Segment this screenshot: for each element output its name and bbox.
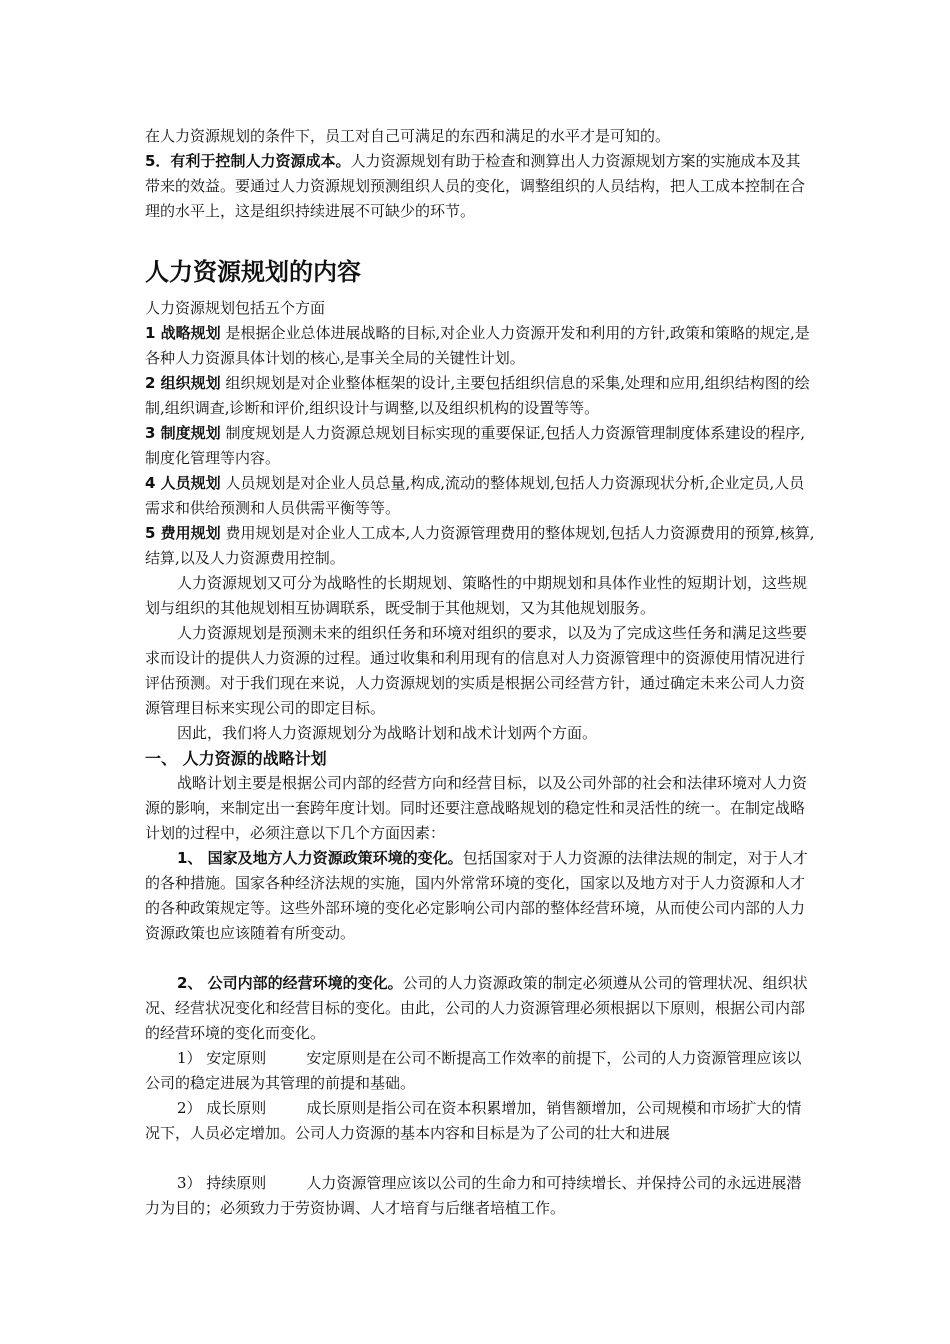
- principle-text: 人力资源管理应该以公司的生命力和可持续增长、并保持公司的永远进展潜力为目的；必须致力于劳资协调、人才培育与后继者培植工作。: [145, 1174, 802, 1217]
- item-lead: 4 人员规划: [145, 474, 221, 492]
- item-text: 人力资源规划有助于检查和测算出人力资源规划方案的实施成本及其带来的效益。要通过人力资源规划预测组织人员的变化，调整组织的人员结构，把人工成本控制在合理的水平上，这是组织持续进展不可缺少的环节。: [145, 152, 806, 220]
- paragraph: 人力资源规划包括五个方面: [145, 299, 326, 317]
- blank-line: [145, 1146, 815, 1171]
- item-lead: 5．有利于控制人力资源成本。: [145, 152, 351, 170]
- paragraph: 因此，我们将人力资源规划分为战略计划和战术计划两个方面。: [177, 724, 598, 742]
- item-lead: 1 战略规划: [145, 324, 221, 342]
- principle-text: 安定原则是在公司不断提高工作效率的前提下，公司的人力资源管理应该以公司的稳定进展为其管理的前提和基础。: [145, 1049, 802, 1092]
- principle-paragraph: [145, 1171, 815, 1221]
- paragraph: 在人力资源规划的条件下，员工对自己可满足的东西和满足的水平才是可知的。: [145, 127, 671, 145]
- factor-lead: 1、 国家及地方人力资源政策环境的变化。: [177, 849, 463, 867]
- item-text: 人员规划是对企业人员总量,构成,流动的整体规划,包括人力资源现状分析,企业定员,人员需求和供给预测和人员供需平衡等等。: [145, 474, 805, 517]
- item-lead: 2 组织规划: [145, 374, 221, 392]
- list-item: [145, 371, 815, 421]
- factor-paragraph: [145, 846, 815, 946]
- item-lead: 5 费用规划: [145, 524, 221, 542]
- item-text: 费用规划是对企业人工成本,人力资源管理费用的整体规划,包括人力资源费用的预算,核算,结算,以及人力资源费用控制。: [145, 524, 815, 567]
- factor-text: 公司的人力资源政策的制定必须遵从公司的管理状况、组织状况、经营状况变化和经营目标的变化。由此，公司的人力资源管理必须根据以下原则，根据公司内部的经营环境的变化而变化。: [145, 974, 808, 1042]
- principle-paragraph: [145, 1096, 815, 1146]
- principle-name: 3） 持续原则: [177, 1174, 267, 1192]
- item-text: 组织规划是对企业整体框架的设计,主要包括组织信息的采集,处理和应用,组织结构图的绘制,组织调查,诊断和评价,组织设计与调整,以及组织机构的设置等等。: [145, 374, 810, 417]
- principle-paragraph: [145, 1046, 815, 1096]
- list-item: [145, 471, 815, 521]
- principle-name: 1） 安定原则: [177, 1049, 267, 1067]
- principle-name: 2） 成长原则: [177, 1099, 267, 1117]
- list-item: [145, 521, 815, 571]
- item-lead: 3 制度规划: [145, 424, 221, 442]
- factor-paragraph: [145, 971, 815, 1046]
- list-item: [145, 421, 815, 471]
- principle-text: 成长原则是指公司在资本积累增加，销售额增加，公司规模和市场扩大的情况下，人员必定增加。公司人力资源的基本内容和目标是为了公司的壮大和进展: [145, 1099, 802, 1142]
- item-text: 制度规划是人力资源总规划目标实现的重要保证,包括人力资源管理制度体系建设的程序,制度化管理等内容。: [145, 424, 805, 467]
- factor-lead: 2、 公司内部的经营环境的变化。: [177, 974, 403, 992]
- list-item: [145, 321, 815, 371]
- subsection-heading: 一、 人力资源的战略计划: [145, 749, 327, 768]
- blank-line: [145, 946, 815, 971]
- numbered-paragraph: [145, 149, 815, 224]
- section-title: 人力资源规划的内容: [145, 258, 361, 286]
- item-text: 是根据企业总体进展战略的目标,对企业人力资源开发和利用的方针,政策和策略的规定,是各种人力资源具体计划的核心,是事关全局的关键性计划。: [145, 324, 810, 367]
- document-body: [145, 124, 815, 1221]
- paragraph: 人力资源规划又可分为战略性的长期规划、策略性的中期规划和具体作业性的短期计划，这些规划与组织的其他规划相互协调联系，既受制于其他规划，又为其他规划服务。: [145, 574, 808, 617]
- paragraph: 战略计划主要是根据公司内部的经营方向和经营目标，以及公司外部的社会和法律环境对人力资源的影响，来制定出一套跨年度计划。同时还要注意战略规划的稳定性和灵活性的统一。在制定战略计划的过程中，必须注意以下几个方面因素：: [145, 774, 808, 842]
- paragraph: 人力资源规划是预测未来的组织任务和环境对组织的要求，以及为了完成这些任务和满足这些要求而设计的提供人力资源的过程。通过收集和利用现有的信息对人力资源管理中的资源使用情况进行评估预测。对于我们现在来说，人力资源规划的实质是根据公司经营方针，通过确定未来公司人力资源管理目标来实现公司的即定目标。: [145, 624, 808, 717]
- factor-text: 包括国家对于人力资源的法律法规的制定，对于人才的各种措施。国家各种经济法规的实施，国内外常常环境的变化，国家以及地方对于人力资源和人才的各种政策规定等。这些外部环境的变化必定影响公司内部的整体经营环境，从而使公司内部的人力资源政策也应该随着有所变动。: [145, 849, 808, 942]
